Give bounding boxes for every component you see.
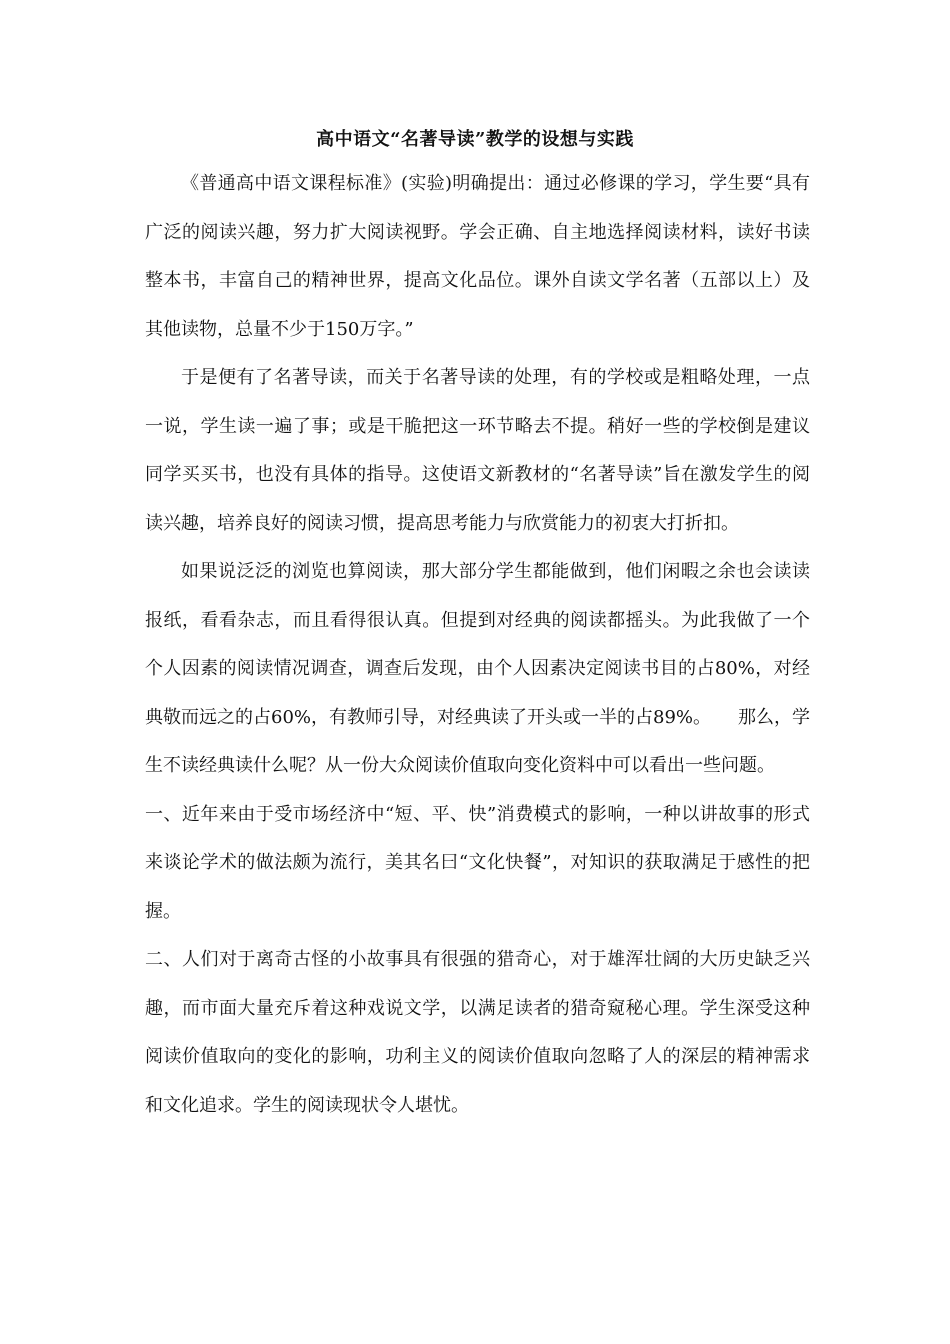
- paragraph-point-two: 二、人们对于离奇古怪的小故事具有很强的猎奇心，对于雄浑壮阔的大历史缺乏兴趣，而市面大量充斥着这种戏说文学，以满足读者的猎奇窥秘心理。学生深受这种阅读价值取向的变化的影响，功利主义的阅读价值取向忽略了人的深层的精神需求和文化追求。学生的阅读现状令人堪忧。: [145, 949, 810, 1116]
- paragraph-reading-guide-handling: 于是便有了名著导读，而关于名著导读的处理，有的学校或是粗略处理，一点一说，学生读一遍了事；或是干脆把这一环节略去不提。稍好一些的学校倒是建议同学买买书，也没有具体的指导。这使语文新教材的“名著导读”旨在激发学生的阅读兴趣，培养良好的阅读习惯，提高思考能力与欣赏能力的初衷大打折扣。: [145, 367, 810, 534]
- document-title: 高中语文“名著导读”教学的设想与实践: [316, 129, 634, 150]
- paragraph-point-one: 一、近年来由于受市场经济中“短、平、快”消费模式的影响，一种以讲故事的形式来谈论学术的做法颇为流行，美其名曰“文化快餐”，对知识的获取满足于感性的把握。: [145, 803, 810, 922]
- document-body: [145, 160, 810, 1130]
- paragraph-curriculum-standard: 《普通高中语文课程标准》(实验)明确提出：通过必修课的学习，学生要“具有广泛的阅读兴趣，努力扩大阅读视野。学会正确、自主地选择阅读材料，读好书读整本书，丰富自己的精神世界，提高文化品位。课外自读文学名著（五部以上）及其他读物，总量不少于150万字。”: [145, 173, 810, 340]
- paragraph-reading-survey: 如果说泛泛的浏览也算阅读，那大部分学生都能做到，他们闲暇之余也会读读报纸，看看杂志，而且看得很认真。但提到对经典的阅读都摇头。为此我做了一个个人因素的阅读情况调查，调查后发现，由个人因素决定阅读书目的占80%，对经典敬而远之的占60%，有教师引导，对经典读了开头或一半的占89%。 那么，学生不读经典读什么呢？从一份大众阅读价值取向变化资料中可以看出一些问题。: [145, 561, 811, 776]
